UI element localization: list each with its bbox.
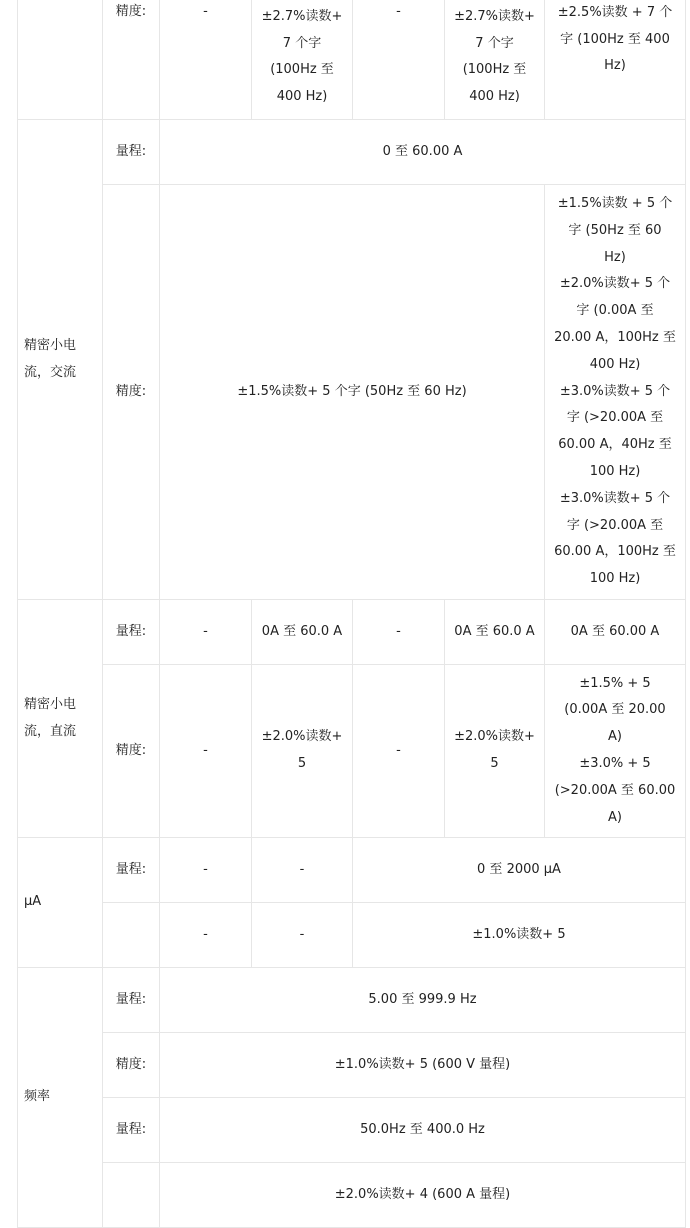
dc-range-col5: 0A 至 60.00 A [545, 600, 686, 665]
freq-range-2: 50.0Hz 至 400.0 Hz [160, 1098, 686, 1163]
table-row [18, 968, 686, 1033]
cell-col5: ±2.5%读数 + 7 个 字 (100Hz 至 400 Hz) [545, 0, 686, 120]
table-row [18, 1033, 686, 1098]
row-label-range: 量程: [103, 1098, 160, 1163]
dc-range-col2: 0A 至 60.0 A [252, 600, 353, 665]
row-label-range: 量程: [103, 838, 160, 903]
category-cell [18, 0, 103, 120]
ua-range-col2: - [252, 838, 353, 903]
freq-accuracy-2: ±2.0%读数+ 4 (600 A 量程) [160, 1163, 686, 1228]
cell-col1: - [160, 0, 252, 120]
ua-accuracy-value: ±1.0%读数+ 5 [353, 903, 686, 968]
ac-accuracy-value: ±1.5%读数+ 5 个字 (50Hz 至 60 Hz) [160, 185, 545, 600]
row-label-accuracy: 精度: [103, 0, 160, 120]
table-row [18, 1163, 686, 1228]
table-row [18, 185, 686, 600]
table-row [18, 903, 686, 968]
dc-accuracy-col1: - [160, 665, 252, 838]
dc-accuracy-col5: ±1.5% + 5 (0.00A 至 20.00 A) ±3.0% + 5 (>20.00A 至 60.00 A) [545, 665, 686, 838]
dc-accuracy-col4: ±2.0%读数+ 5 [445, 665, 545, 838]
table-row [18, 838, 686, 903]
row-label-empty [103, 1163, 160, 1228]
ua-accuracy-col2: - [252, 903, 353, 968]
ac-range-value: 0 至 60.00 A [160, 120, 686, 185]
dc-accuracy-col2: ±2.0%读数+ 5 [252, 665, 353, 838]
category-ac-current: 精密小电 流，交流 [18, 120, 103, 600]
ua-range-col1: - [160, 838, 252, 903]
dc-range-col4: 0A 至 60.0 A [445, 600, 545, 665]
table-row [18, 1098, 686, 1163]
row-label-accuracy: 精度: [103, 185, 160, 600]
category-microamp: μA [18, 838, 103, 968]
freq-accuracy-1: ±1.0%读数+ 5 (600 V 量程) [160, 1033, 686, 1098]
ac-accuracy-col5: ±1.5%读数 + 5 个 字 (50Hz 至 60 Hz) ±2.0%读数+ 5 个 字 (0.00A 至 20.00 A，100Hz 至 400 Hz) ±3.0%读数+ 5 个 字 (>20.00A 至 60.00 A，40Hz 至 100 Hz) ±3.0%读数+ 5 个 字 (>20.00A 至 60.00 A，100Hz 至 100 Hz) [545, 185, 686, 600]
dc-accuracy-col3: - [353, 665, 445, 838]
row-label-accuracy: 精度: [103, 665, 160, 838]
table-row [18, 120, 686, 185]
table-row [18, 0, 686, 120]
row-label-range: 量程: [103, 600, 160, 665]
ua-accuracy-col1: - [160, 903, 252, 968]
cell-col4: ±2.7%读数+ 7 个字 (100Hz 至 400 Hz) [445, 0, 545, 120]
row-label-accuracy: 精度: [103, 1033, 160, 1098]
freq-range-1: 5.00 至 999.9 Hz [160, 968, 686, 1033]
row-label-empty [103, 903, 160, 968]
table-row [18, 600, 686, 665]
dc-range-col3: - [353, 600, 445, 665]
row-label-range: 量程: [103, 968, 160, 1033]
category-dc-current: 精密小电 流，直流 [18, 600, 103, 838]
cell-col2: ±2.7%读数+ 7 个字 (100Hz 至 400 Hz) [252, 0, 353, 120]
dc-range-col1: - [160, 600, 252, 665]
ua-range-value: 0 至 2000 μA [353, 838, 686, 903]
row-label-range: 量程: [103, 120, 160, 185]
table-row [18, 665, 686, 838]
spec-table [17, 0, 686, 1228]
cell-col3: - [353, 0, 445, 120]
category-frequency: 频率 [18, 968, 103, 1228]
